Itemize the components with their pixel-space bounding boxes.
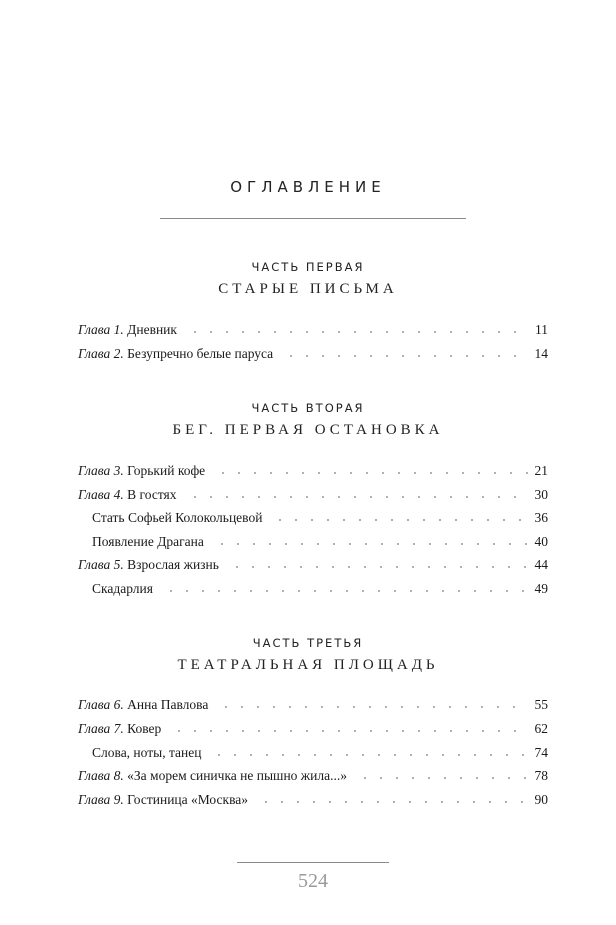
title-divider bbox=[160, 218, 466, 219]
chapter-number: Глава 2. bbox=[78, 346, 128, 361]
part-heading-3 bbox=[0, 635, 616, 674]
toc-entry[interactable] bbox=[78, 556, 548, 574]
page-ref: 14 bbox=[534, 346, 548, 361]
dot-leader bbox=[214, 705, 528, 709]
dot-leader bbox=[211, 471, 528, 475]
entry-title: Горький кофе bbox=[127, 463, 206, 478]
chapter-number: Глава 9. bbox=[78, 792, 128, 807]
dot-leader bbox=[353, 776, 529, 780]
part-label: ЧАСТЬ ТРЕТЬЯ bbox=[252, 636, 364, 650]
page-ref: 62 bbox=[534, 721, 548, 736]
toc-subentry[interactable] bbox=[92, 533, 548, 551]
part-heading-1 bbox=[0, 259, 616, 298]
page-ref: 78 bbox=[534, 768, 548, 783]
part-heading-2 bbox=[0, 400, 616, 439]
toc-subentry[interactable] bbox=[92, 580, 548, 598]
part-label: ЧАСТЬ ВТОРАЯ bbox=[251, 401, 365, 415]
dot-leader bbox=[207, 753, 528, 757]
toc-entry[interactable] bbox=[78, 321, 548, 339]
entry-title: «За морем синичка не пышно жила...» bbox=[127, 768, 347, 783]
chapter-number: Глава 6. bbox=[78, 697, 128, 712]
entry-title: Скадарлия bbox=[92, 581, 153, 596]
page-ref: 44 bbox=[534, 557, 548, 572]
page-ref: 40 bbox=[534, 534, 548, 549]
entry-title: Взрослая жизнь bbox=[127, 557, 219, 572]
toc-entry[interactable] bbox=[78, 345, 548, 363]
page-ref: 74 bbox=[534, 745, 548, 760]
page-ref: 36 bbox=[534, 510, 548, 525]
part-label: ЧАСТЬ ПЕРВАЯ bbox=[251, 260, 365, 274]
toc-entry[interactable] bbox=[78, 696, 548, 714]
page-ref: 21 bbox=[534, 463, 548, 478]
chapter-number: Глава 1. bbox=[78, 322, 128, 337]
part-name: ТЕАТРАЛЬНАЯ ПЛОЩАДЬ bbox=[177, 657, 439, 673]
toc-entry[interactable] bbox=[78, 791, 548, 809]
entry-title: Анна Павлова bbox=[127, 697, 209, 712]
toc-subentry[interactable] bbox=[92, 509, 548, 527]
entry-title: Появление Драгана bbox=[92, 534, 204, 549]
toc-subentry[interactable] bbox=[92, 744, 548, 762]
chapter-number: Глава 7. bbox=[78, 721, 128, 736]
toc-title: ОГЛАВЛЕНИЕ bbox=[230, 178, 386, 196]
page-ref: 11 bbox=[535, 322, 548, 337]
page-ref: 90 bbox=[534, 792, 548, 807]
dot-leader bbox=[167, 729, 528, 733]
footer-divider bbox=[237, 862, 389, 863]
dot-leader bbox=[210, 542, 529, 546]
entry-title: Слова, ноты, танец bbox=[92, 745, 202, 760]
entry-title: Гостиница «Москва» bbox=[127, 792, 249, 807]
dot-leader bbox=[183, 330, 529, 334]
toc-entry[interactable] bbox=[78, 486, 548, 504]
chapter-number: Глава 5. bbox=[78, 557, 128, 572]
chapter-number: Глава 8. bbox=[78, 768, 128, 783]
toc-entry[interactable] bbox=[78, 767, 548, 785]
chapter-number: Глава 3. bbox=[78, 463, 128, 478]
dot-leader bbox=[254, 800, 528, 804]
dot-leader bbox=[225, 565, 529, 569]
part-name: СТАРЫЕ ПИСЬМА bbox=[218, 281, 398, 297]
entry-title: Стать Софьей Колокольцевой bbox=[92, 510, 263, 525]
page-ref: 30 bbox=[534, 487, 548, 502]
page-number: 524 bbox=[298, 870, 328, 892]
toc-entry[interactable] bbox=[78, 462, 548, 480]
dot-leader bbox=[183, 495, 529, 499]
part-name: БЕГ. ПЕРВАЯ ОСТАНОВКА bbox=[172, 422, 444, 438]
entry-title: Ковер bbox=[127, 721, 162, 736]
page-ref: 49 bbox=[534, 581, 548, 596]
entry-title: В гостях bbox=[127, 487, 177, 502]
dot-leader bbox=[268, 518, 528, 522]
page-ref: 55 bbox=[534, 697, 548, 712]
entry-title: Безупречно белые паруса bbox=[127, 346, 274, 361]
entry-title: Дневник bbox=[127, 322, 177, 337]
dot-leader bbox=[159, 589, 529, 593]
toc-entry[interactable] bbox=[78, 720, 548, 738]
dot-leader bbox=[279, 354, 528, 358]
chapter-number: Глава 4. bbox=[78, 487, 128, 502]
